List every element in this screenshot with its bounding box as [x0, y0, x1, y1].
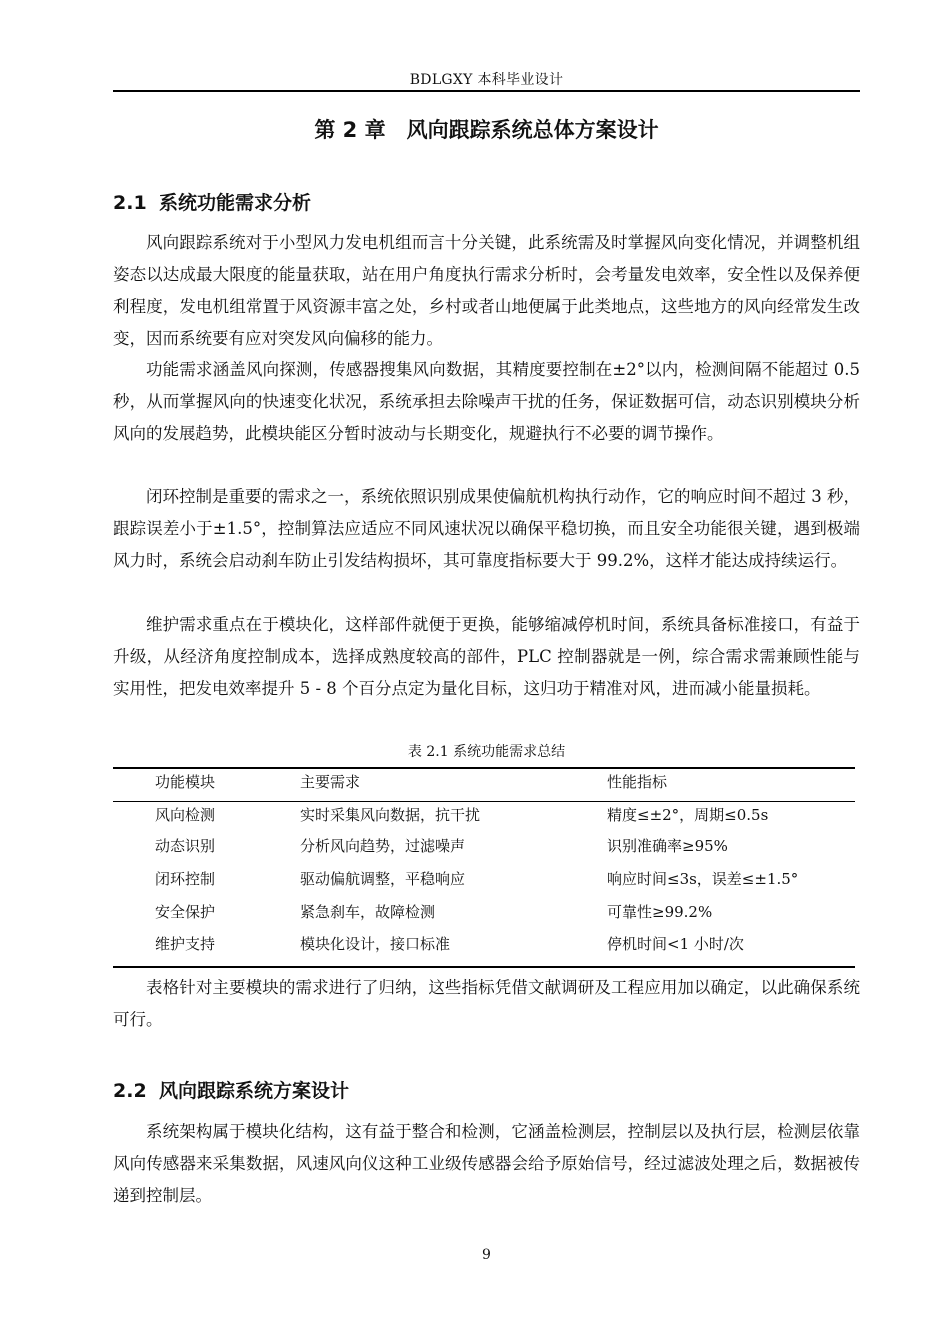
table-header-cell: 性能指标: [607, 773, 668, 791]
table-cell: 风向检测: [155, 806, 216, 824]
chapter-title: 第 2 章 风向跟踪系统总体方案设计: [314, 118, 659, 142]
paragraph: 功能需求涵盖风向探测，传感器搜集风向数据，其精度要控制在±2°以内，检测间隔不能超过 0.5 秒，从而掌握风向的快速变化状况，系统承担去除噪声干扰的任务，保证数据可信，动态识别模块分析风向的发展趋势，此模块能区分暂时波动与长期变化，规避执行不必要的调节操作。: [113, 360, 860, 443]
header-rule: [113, 90, 860, 92]
table-cell: 实时采集风向数据，抗干扰: [300, 806, 481, 824]
table-header-cell: 主要需求: [300, 773, 361, 791]
table-cell: 紧急刹车，故障检测: [300, 903, 436, 921]
paragraph: 风向跟踪系统对于小型风力发电机组而言十分关键，此系统需及时掌握风向变化情况，并调整机组姿态以达成最大限度的能量获取，站在用户角度执行需求分析时，会考量发电效率，安全性以及保养便利程度，发电机组常置于风资源丰富之处，乡村或者山地便属于此类地点，这些地方的风向经常发生改变，因而系统要有应对突发风向偏移的能力。: [113, 233, 860, 348]
table-cell: 可靠性≥99.2%: [607, 903, 713, 921]
paragraph: 表格针对主要模块的需求进行了归纳，这些指标凭借文献调研及工程应用加以确定，以此确保系统可行。: [113, 978, 860, 1029]
paragraph: 闭环控制是重要的需求之一，系统依照识别成果使偏航机构执行动作，它的响应时间不超过 3 秒，跟踪误差小于±1.5°，控制算法应适应不同风速状况以确保平稳切换，而且安全功能很关键，遇到极端风力时，系统会启动刹车防止引发结构损坏，其可靠度指标要大于 99.2%，这样才能达成持续运行。: [113, 487, 860, 570]
page-number: 9: [482, 1247, 491, 1263]
section-heading-2-2: [113, 1076, 349, 1103]
section-title: 风向跟踪系统方案设计: [159, 1080, 350, 1102]
table-header-row: [113, 766, 855, 798]
table-cell: 精度≤±2°，周期≤0.5s: [607, 806, 769, 824]
section-heading-2-1: [113, 188, 311, 215]
table-header-cell: 功能模块: [155, 773, 216, 791]
table-cell: 动态识别: [155, 837, 216, 855]
table-cell: 分析风向趋势，过滤噪声: [300, 837, 466, 855]
table-row: [113, 896, 855, 928]
section-number: 2.2: [113, 1080, 147, 1102]
paragraph: 系统架构属于模块化结构，这有益于整合和检测，它涵盖检测层，控制层以及执行层，检测层依靠风向传感器来采集数据，风速风向仪这种工业级传感器会给予原始信号，经过滤波处理之后，数据被传递到控制层。: [113, 1122, 860, 1205]
table-row: [113, 863, 855, 895]
page-header: BDLGXY 本科毕业设计: [409, 72, 564, 88]
table-bottom-rule: [113, 966, 855, 968]
table-row: [113, 830, 855, 862]
table-caption: 表 2.1 系统功能需求总结: [407, 744, 566, 760]
section-title: 系统功能需求分析: [159, 192, 312, 214]
table-cell: 模块化设计，接口标准: [300, 935, 451, 953]
table-cell: 识别准确率≥95%: [607, 837, 728, 855]
table-cell: 响应时间≤3s，误差≤±1.5°: [607, 870, 799, 888]
paragraph: 维护需求重点在于模块化，这样部件就便于更换，能够缩减停机时间，系统具备标准接口，有益于升级，从经济角度控制成本，选择成熟度较高的部件，PLC 控制器就是一例，综合需求需兼顾性能与实用性，把发电效率提升 5 - 8 个百分点定为量化目标，这归功于精准对风，进而减小能量损耗。: [113, 615, 860, 698]
table-cell: 安全保护: [155, 903, 216, 921]
table-cell: 驱动偏航调整，平稳响应: [300, 870, 466, 888]
table-cell: 停机时间<1 小时/次: [607, 935, 744, 953]
table-row: [113, 799, 855, 831]
table-cell: 维护支持: [155, 935, 216, 953]
table-cell: 闭环控制: [155, 870, 216, 888]
section-number: 2.1: [113, 192, 147, 214]
table-row: [113, 928, 855, 960]
